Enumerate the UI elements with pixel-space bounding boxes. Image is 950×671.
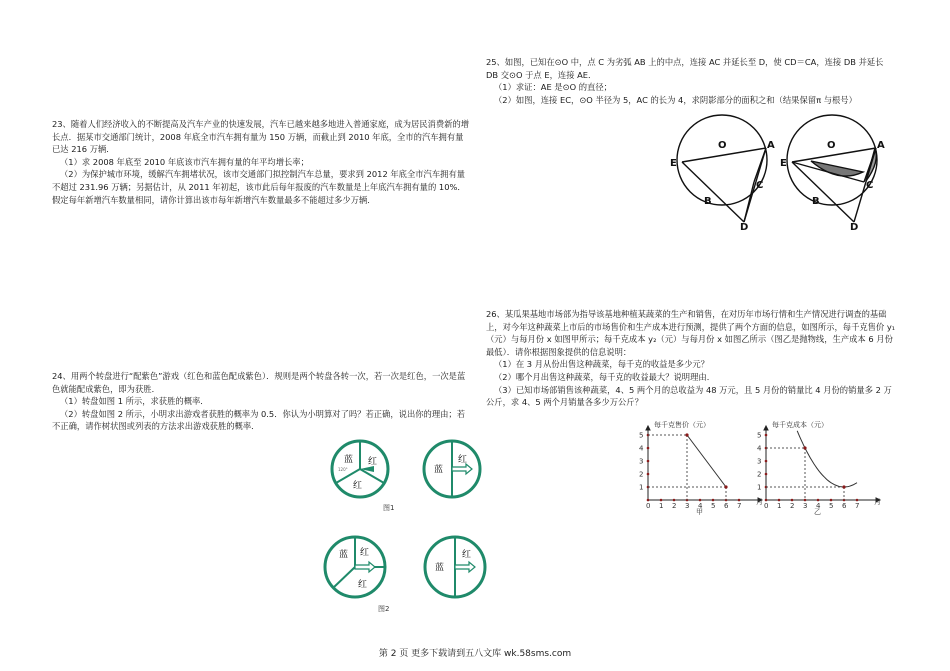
y-axis-arrow-icon [764,426,768,430]
q23-stem: 23、随着人们经济收入的不断提高及汽车产业的快速发展，汽车已越来越多地进入普通家庭，成为居民消费新的增长点．据某市交通部门统计，2008 年底全市汽车拥有量为 150 万辆，而截止到 2010 年底，全市的汽车拥有量已达 216 万辆． [52,119,470,155]
x-tick-label: 2 [672,502,677,510]
x-tick-label: 6 [724,502,729,510]
spinner-1b [424,441,480,497]
x-tick-mark [673,499,676,502]
x-tick-label: 4 [816,502,821,510]
spinner-label-red: 红 [462,550,472,560]
y-axis-arrow-icon [646,426,650,430]
x-tick-mark [660,499,663,502]
x-tick-mark [830,499,833,502]
y-tick-label: 1 [757,483,762,492]
q26-part-2: （2）哪个月出售这种蔬菜，每千克的收益最大？说明理由． [494,371,715,382]
spinner-label-red: 红 [360,548,370,558]
angle-label: 120° [338,467,348,472]
q25-part-2: （2）如图，连接 EC，⊙O 半径为 5，AC 的长为 4，求阴影部分的面积之和（结果保留π 与根号） [494,94,857,105]
y-tick-mark [765,473,768,476]
y-tick-mark [647,447,650,450]
point-O: O [827,140,836,151]
question-26 [486,308,898,409]
y-tick-mark [765,460,768,463]
spinner-label-blue: 蓝 [339,550,349,560]
y-tick-mark [647,473,650,476]
q26-part-1: （1）在 3 月从份出售这种蔬菜，每千克的收益是多少元？ [494,359,709,370]
x-tick-label: 0 [764,502,769,510]
point-O: O [718,140,727,151]
y-tick-label: 1 [639,483,644,492]
x-tick-mark [699,499,702,502]
spinner-2b [425,537,485,597]
x-tick-label: 6 [842,502,847,510]
x-tick-label: 0 [646,502,651,510]
x-tick-label: 1 [777,502,782,510]
y-tick-label: 3 [757,457,762,466]
spinner-1a [332,441,388,497]
x-tick-label: 3 [685,502,690,510]
point-D: D [850,222,859,230]
data-point [685,433,688,436]
spinner-figure-1 [330,438,500,500]
y-tick-label: 2 [639,470,644,479]
x-tick-label: 7 [737,502,742,510]
point-E: E [670,158,677,169]
question-24 [52,370,470,433]
q25-stem: 25、如图，已知在⊙O 中，点 C 为劣弧 AB 上的中点，连接 AC 并延长至 D，使 CD＝CA，连接 DB 并延长 DB 交⊙O 于点 E，连接 AE． [486,57,884,80]
circle-figure-right [780,115,885,230]
q26-part-3: （3）已知市场部销售该种蔬菜，4、5 两个月的总收益为 48 万元，且 5 月份的销量比 4 月份的销量多 2 万公斤，求 4、5 两个月销量各多少万公斤？ [486,384,892,408]
point-C: C [756,180,764,191]
spinner-label-blue: 蓝 [344,455,354,465]
y-tick-label: 4 [757,444,762,453]
y-tick-mark [765,434,768,437]
q23-part-1: （1）求 2008 年底至 2010 年底该市汽车拥有量的年平均增长率； [60,156,309,167]
price-line [687,435,726,487]
spinner-label-blue: 蓝 [434,465,444,475]
q26-stem: 26、某瓜果基地市场部为指导该基地种植某蔬菜的生产和销售，在对历年市场行情和生产情况进行调查的基础上，对今年这种蔬菜上市后的市场售价和生产成本进行预测，提供了两个方面的信息，如图所示，每千克售价 y₁（元）与每月份 x 如图甲所示；每千克成本 y₂（元）与每月份 x 如图乙所示（图乙是抛物线，生产成本 6 月份最低）．请你根据图象提供的信息说明： [486,309,896,357]
spinner-label-red-2: 红 [358,580,368,590]
question-23 [52,118,470,206]
question-25 [486,56,898,106]
graph-a-x-axis-label: 月 [756,498,763,506]
data-point [724,485,727,488]
q24-stem: 24、用两个转盘进行“配紫色”游戏（红色和蓝色配成紫色）．规则是两个转盘各转一次，若一次是红色，一次是蓝色就能配成紫色，即为获胜． [52,371,466,394]
x-tick-mark [647,499,650,502]
data-point [842,485,845,488]
q25-part-1: （1）求证：AE 是⊙O 的直径； [494,82,612,93]
x-tick-mark [856,499,859,502]
graph-b-cost [754,418,884,516]
y-tick-label: 3 [639,457,644,466]
x-tick-label: 5 [711,502,716,510]
y-tick-mark [647,460,650,463]
cost-parabola [797,431,857,487]
figure-1-caption: 图1 [383,504,395,512]
page-footer: 第 2 页 更多下载请到五八文库 wk.58sms.com [378,649,572,659]
x-tick-mark [791,499,794,502]
x-tick-mark [817,499,820,502]
x-tick-label: 3 [803,502,808,510]
y-tick-label: 2 [757,470,762,479]
y-tick-label: 5 [757,431,762,440]
q23-part-2: （2）为保护城市环境，缓解汽车拥堵状况，该市交通部门拟控制汽车总量，要求到 2012 年底全市汽车拥有量不超过 231.96 万辆；另据估计，从 2011 年初起，该市此后每年报废的汽车数量是上年底汽车拥有量的 10%．假定每年新增汽车数量相同，请你计算出该市每年新增汽车数量最多不能超过多少万辆． [52,169,466,205]
y-tick-label: 5 [639,431,644,440]
spinner-label-red: 红 [458,455,468,465]
x-tick-mark [778,499,781,502]
spinner-2a [325,537,385,597]
point-B: B [704,196,712,207]
x-tick-mark [738,499,741,502]
graph-b-x-axis-label: 月 [874,498,881,506]
graph-b-caption: 乙 [814,508,821,516]
point-B: B [812,196,820,207]
x-tick-label: 5 [829,502,834,510]
q24-part-2: （2）转盘如图 2 所示，小明求出游戏者获胜的概率为 0.5．你认为小明算对了吗？若正确，说出你的理由；若不正确，请作树状图或列表的方法求出游戏获胜的概率． [52,408,466,432]
point-D: D [740,222,749,230]
spinner-figure-2 [322,533,502,601]
x-tick-label: 4 [698,502,703,510]
x-tick-label: 7 [855,502,860,510]
graph-b-title: 每千克成本（元） [772,421,828,429]
spinner-label-blue: 蓝 [435,563,445,573]
point-E: E [780,158,787,169]
data-point [803,446,806,449]
graph-a-title: 每千克售价（元） [654,421,710,429]
spinner-label-red: 红 [368,457,378,467]
x-tick-mark [765,499,768,502]
q24-part-1: （1）转盘如图 1 所示，求获胜的概率． [60,396,209,407]
figure-2-caption: 图2 [378,605,390,613]
x-tick-label: 2 [790,502,795,510]
point-A: A [767,140,775,151]
point-A: A [877,140,885,151]
point-C: C [866,180,874,191]
x-tick-mark [712,499,715,502]
graph-a-price [636,418,769,516]
geometry-figure [666,112,906,230]
graph-a-caption: 甲 [696,508,703,516]
y-tick-label: 4 [639,444,644,453]
circle-figure-left [670,115,775,230]
spinner-label-red-2: 红 [353,481,363,491]
x-tick-label: 1 [659,502,664,510]
